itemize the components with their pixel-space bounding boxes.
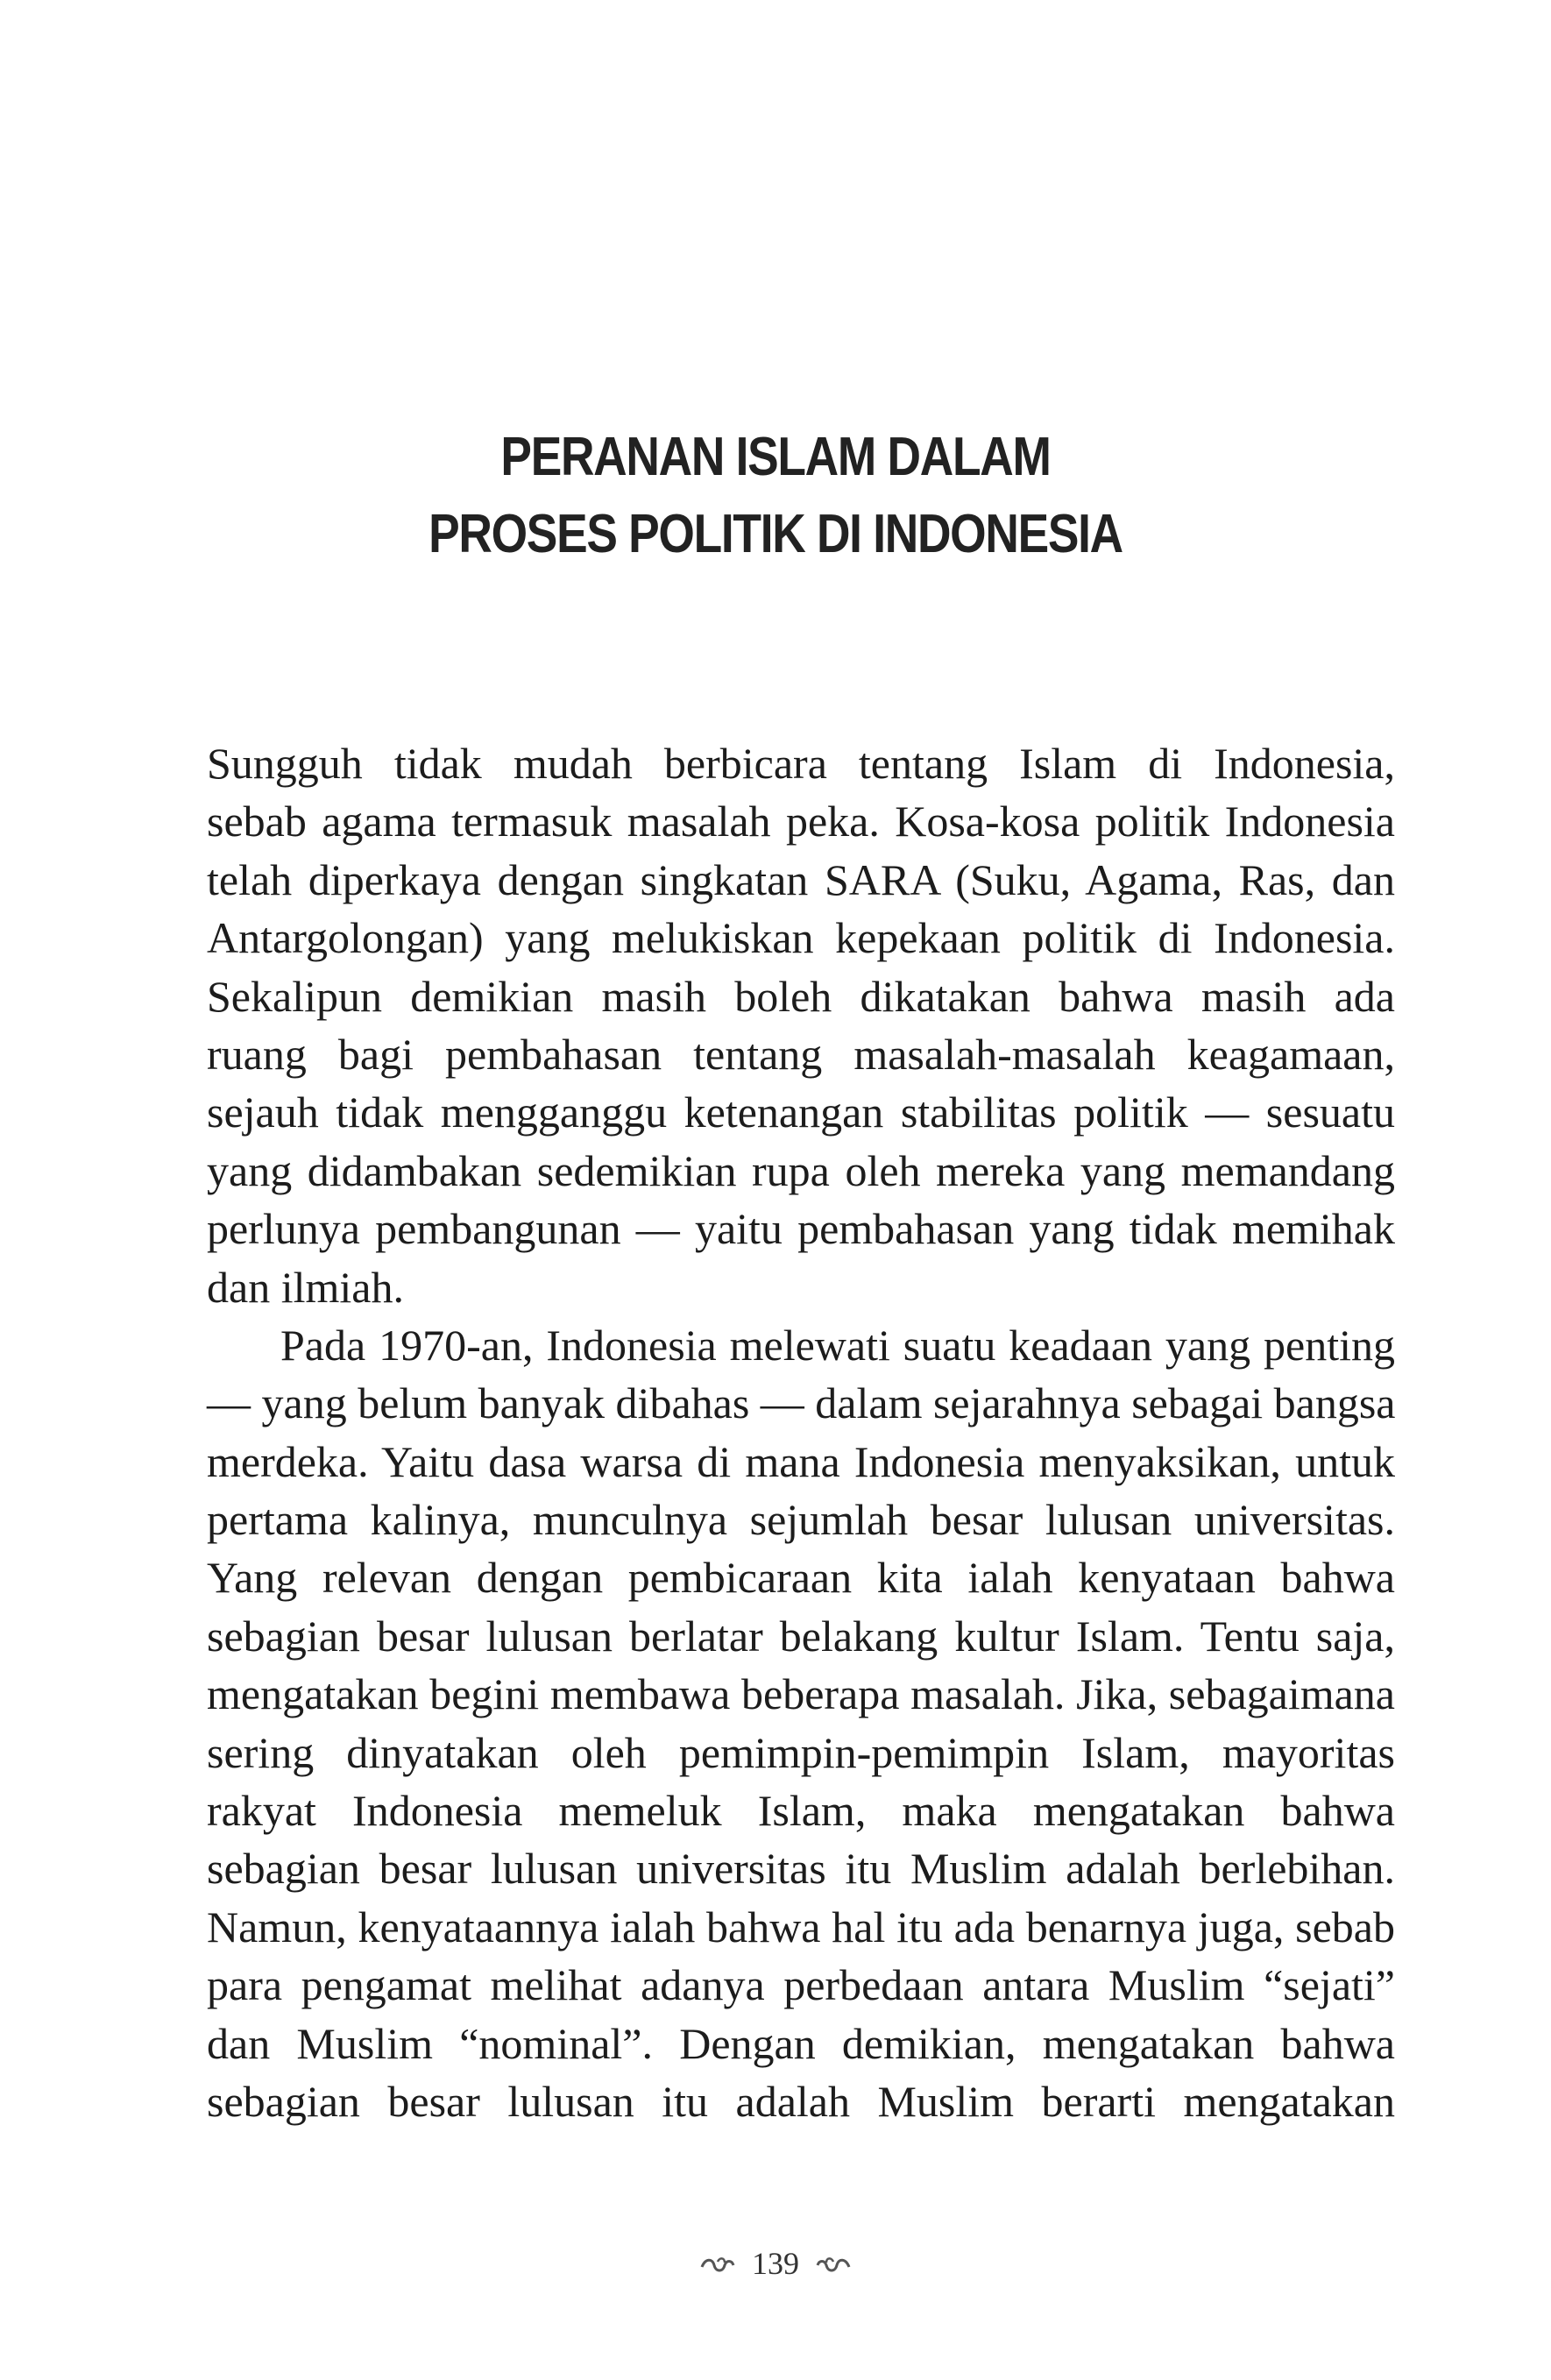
text-line: para pengamat melihat adanya perbedaan antara Muslim “sejati” — [207, 1960, 1395, 2010]
text-line: ruang bagi pembahasan tentang masalah-masalah keagamaan, — [207, 1029, 1395, 1079]
text-line: sejauh tidak mengganggu ketenangan stabilitas politik — sesuatu — [207, 1087, 1395, 1137]
text-line: pertama kalinya, munculnya sejumlah besar lulusan universitas. — [207, 1495, 1395, 1545]
page-number: 139 — [752, 2246, 799, 2281]
text-line: sebab agama termasuk masalah peka. Kosa-kosa politik Indonesia — [207, 797, 1395, 846]
ornament-right-icon — [814, 2250, 853, 2283]
page-footer — [0, 2245, 1551, 2283]
chapter-title-line-2: PROSES POLITIK DI INDONESIA — [428, 504, 1123, 564]
text-line: Sekalipun demikian masih boleh dikatakan bahwa masih ada — [207, 971, 1395, 1021]
text-line: Sungguh tidak mudah berbicara tentang Islam di Indonesia, — [207, 739, 1395, 788]
paragraph-2 — [207, 1316, 1395, 2130]
text-line: telah diperkaya dengan singkatan SARA (Suku, Agama, Ras, dan — [207, 854, 1395, 904]
text-line: dan Muslim “nominal”. Dengan demikian, mengatakan bahwa — [207, 2018, 1395, 2068]
text-line: merdeka. Yaitu dasa warsa di mana Indonesia menyaksikan, untuk — [207, 1436, 1395, 1486]
text-line: sering dinyatakan oleh pemimpin-pemimpin Islam, mayoritas — [207, 1727, 1395, 1777]
text-line: sebagian besar lulusan universitas itu Muslim adalah berlebihan. — [207, 1844, 1395, 1894]
text-line: sebagian besar lulusan berlatar belakang kultur Islam. Tentu saja, — [207, 1611, 1395, 1661]
chapter-title — [109, 419, 1442, 573]
text-line: — yang belum banyak dibahas — dalam sejarahnya sebagai bangsa — [207, 1378, 1396, 1428]
text-line: yang didambakan sedemikian rupa oleh mereka yang memandang — [207, 1145, 1395, 1195]
text-line: Namun, kenyataannya ialah bahwa hal itu ada benarnya juga, sebab — [207, 1902, 1395, 1951]
chapter-title-line-1: PERANAN ISLAM DALAM — [500, 427, 1051, 487]
text-line: Antargolongan) yang melukiskan kepekaan politik di Indonesia. — [207, 913, 1395, 963]
text-line: dan ilmiah. — [207, 1262, 404, 1312]
text-line: perlunya pembangunan — yaitu pembahasan yang tidak memihak — [207, 1204, 1395, 1254]
text-line: sebagian besar lulusan itu adalah Muslim berarti mengatakan — [207, 2076, 1395, 2126]
ornament-left-icon — [698, 2250, 737, 2283]
text-line: Pada 1970-an, Indonesia melewati suatu keadaan yang penting — [280, 1320, 1395, 1370]
body-text — [207, 734, 1395, 2130]
text-line: rakyat Indonesia memeluk Islam, maka mengatakan bahwa — [207, 1786, 1395, 1836]
paragraph-1 — [207, 734, 1395, 1316]
text-line: Yang relevan dengan pembicaraan kita ialah kenyataan bahwa — [207, 1553, 1395, 1603]
text-line: mengatakan begini membawa beberapa masalah. Jika, sebagaimana — [207, 1669, 1395, 1719]
